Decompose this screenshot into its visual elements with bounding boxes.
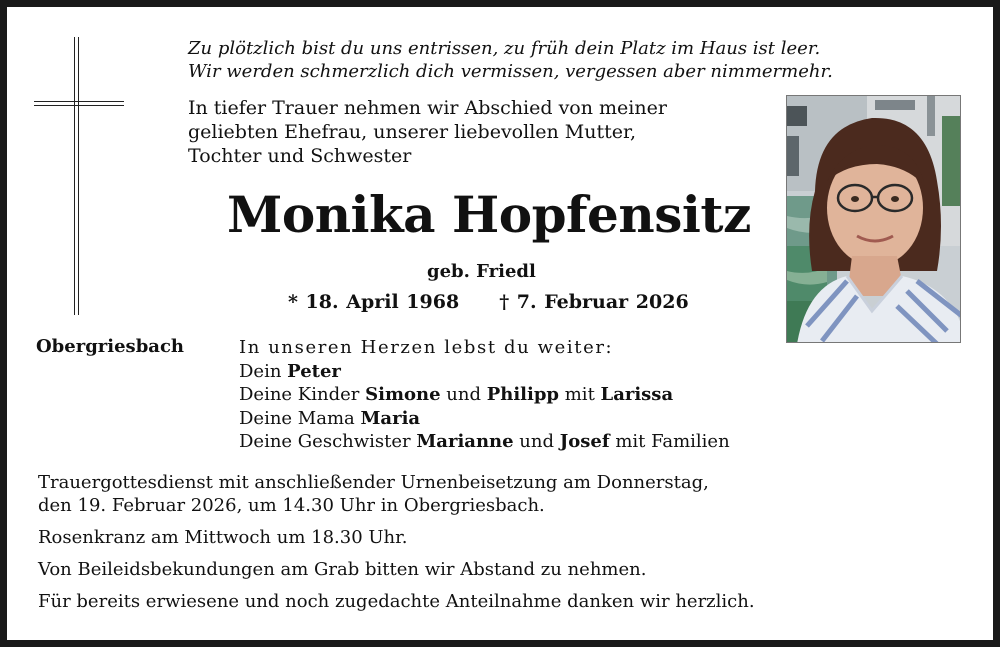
family-list (239, 336, 730, 454)
portrait-photo (786, 95, 961, 343)
sibling-name: Josef (559, 431, 610, 452)
intro-text (188, 96, 667, 168)
obituary-notice (7, 7, 993, 640)
family-line-children: Deine Kinder Simone und Philipp mit Larissa (239, 384, 674, 405)
funeral-notices (38, 471, 755, 613)
verse-line-2: Wir werden schmerzlich dich vermissen, vergessen aber nimmermehr. (188, 61, 833, 82)
verse-line-1: Zu plötzlich bist du uns entrissen, zu früh dein Platz im Haus ist leer. (188, 38, 821, 59)
memorial-verse (188, 37, 833, 83)
husband-name: Peter (287, 360, 341, 382)
rosary-notice: Rosenkranz am Mittwoch um 18.30 Uhr. (38, 527, 408, 548)
life-dates (288, 291, 689, 313)
thanks-notice: Für bereits erwiesene und noch zugedachte Anteilnahme danken wir herzlich. (38, 591, 755, 612)
sibling-name: Marianne (416, 431, 514, 452)
intro-line-1: In tiefer Trauer nehmen wir Abschied von meiner (188, 97, 667, 119)
family-motto: In unseren Herzen lebst du weiter: (239, 337, 614, 358)
mother-name: Maria (360, 407, 421, 429)
condolence-notice: Von Beileidsbekundungen am Grab bitten wir Abstand zu nehmen. (38, 559, 647, 580)
family-line-siblings: Deine Geschwister Marianne und Josef mit Familien (239, 431, 730, 452)
birth-date: * 18. April 1968 (288, 291, 460, 313)
death-date: † 7. Februar 2026 (499, 291, 689, 313)
intro-line-3: Tochter und Schwester (188, 145, 412, 167)
family-line-mother: Deine Mama Maria (239, 407, 421, 429)
service-notice: Trauergottesdienst mit anschließender Urnenbeisetzung am Donnerstag, den 19. Februar 2026, um 14.30 Uhr in Obergriesbach. (38, 472, 709, 516)
child-name: Philipp (486, 384, 560, 405)
birth-name: geb. Friedl (427, 261, 536, 282)
family-line-husband: Dein Peter (239, 360, 341, 382)
partner-name: Larissa (600, 384, 674, 405)
child-name: Simone (365, 384, 441, 405)
deceased-name: Monika Hopfensitz (227, 185, 751, 244)
place-of-residence: Obergriesbach (36, 336, 184, 357)
intro-line-2: geliebten Ehefrau, unserer liebevollen Mutter, (188, 121, 637, 143)
